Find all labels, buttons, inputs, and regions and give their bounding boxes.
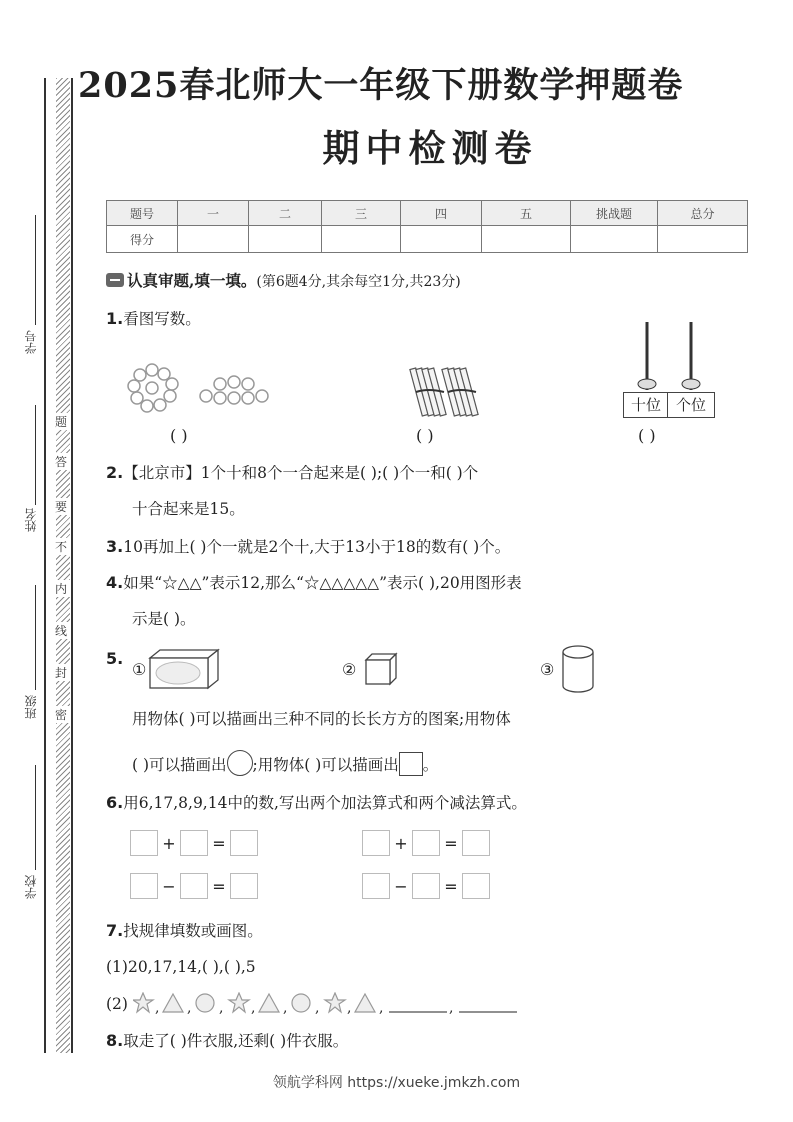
plus-sign: + — [394, 833, 408, 853]
subtraction-equation — [362, 873, 490, 899]
answer-box[interactable] — [180, 873, 208, 899]
answer-box[interactable] — [362, 830, 390, 856]
answer-blank[interactable]: ( ) — [638, 426, 656, 445]
svg-text:,: , — [154, 1000, 160, 1014]
question-1 — [106, 308, 201, 330]
triangle-icon — [355, 994, 375, 1012]
binding-line — [44, 78, 46, 1053]
score-header-cell: 挑战题 — [571, 201, 658, 226]
name-line — [35, 405, 36, 505]
question-text: 用6,17,8,9,14中的数,写出两个加法算式和两个减法算式。 — [123, 794, 527, 812]
score-cell[interactable] — [322, 226, 401, 253]
answer-box[interactable] — [462, 873, 490, 899]
question-6 — [106, 792, 527, 814]
object-label: ② — [342, 660, 357, 679]
circle-shape-icon — [227, 750, 253, 776]
minus-sign: − — [394, 876, 408, 896]
seal-char: 不 — [52, 538, 70, 555]
svg-text:,: , — [282, 1000, 288, 1014]
question-4-cont: 示是( )。 — [132, 610, 196, 628]
star-icon — [229, 993, 249, 1012]
answer-box[interactable] — [362, 873, 390, 899]
answer-box[interactable] — [412, 830, 440, 856]
seal-char: 内 — [52, 580, 70, 597]
binding-line — [71, 78, 73, 1053]
svg-text:,: , — [186, 1000, 192, 1014]
page-subtitle: 期中检测卷 — [322, 126, 538, 170]
circle-icon — [196, 994, 214, 1012]
equals-sign: = — [212, 833, 226, 853]
answer-blank[interactable]: ( ) — [416, 426, 434, 445]
circle-icon — [292, 994, 310, 1012]
question-7 — [106, 920, 263, 942]
cube-figure — [364, 652, 398, 686]
seal-char: 要 — [52, 498, 70, 515]
score-table — [106, 200, 748, 253]
name-label: 姓名 — [24, 508, 38, 532]
page-footer: 领航学科网 https://xueke.jmkzh.com — [272, 1075, 521, 1091]
student-no-label: 学号 — [24, 330, 38, 354]
shape-pattern-sequence — [133, 992, 533, 1014]
question-7-part2 — [106, 992, 533, 1015]
abacus-figure — [625, 320, 725, 390]
equals-sign: = — [444, 833, 458, 853]
score-header-cell: 四 — [401, 201, 482, 226]
question-2 — [106, 462, 478, 484]
seal-char: 密 — [52, 706, 70, 723]
question-8 — [106, 1030, 348, 1052]
question-number: 2. — [106, 463, 124, 482]
answer-box[interactable] — [230, 830, 258, 856]
equals-sign: = — [444, 876, 458, 896]
question-number: 8. — [106, 1031, 124, 1050]
question-7-part2-label: (2) — [106, 995, 128, 1013]
question-5-part-b: ;用物体( )可以描画出 — [252, 756, 399, 774]
question-number: 5. — [106, 649, 124, 668]
score-header-cell: 一 — [178, 201, 249, 226]
object-label: ③ — [540, 660, 555, 679]
subtraction-equation — [130, 873, 258, 899]
star-icon — [325, 993, 345, 1012]
score-header-cell: 五 — [482, 201, 571, 226]
score-header-cell: 三 — [322, 201, 401, 226]
score-table-header-row — [107, 201, 748, 226]
question-text: 取走了( )件衣服,还剩( )件衣服。 — [123, 1032, 349, 1050]
addition-equation — [130, 830, 258, 856]
question-number: 4. — [106, 573, 124, 592]
seal-char: 答 — [52, 453, 70, 470]
place-ones-label: 个位 — [667, 392, 715, 418]
section-note: (第6题4分,其余每空1分,共23分) — [256, 274, 461, 290]
svg-text:,: , — [250, 1000, 256, 1014]
question-5-text: 用物体( )可以描画出三种不同的长长方方的图案;用物体 — [132, 710, 511, 728]
score-row-label: 得分 — [107, 226, 178, 253]
svg-text:,: , — [218, 1000, 224, 1014]
question-number: 7. — [106, 921, 124, 940]
svg-text:,: , — [346, 1000, 352, 1014]
question-5-text-cont — [132, 750, 438, 776]
square-shape-icon — [399, 752, 423, 776]
triangle-icon — [163, 994, 183, 1012]
score-cell[interactable] — [571, 226, 658, 253]
class-line — [35, 585, 36, 690]
seal-char: 封 — [52, 664, 70, 681]
section-title: 认真审题,填一填。 — [127, 271, 257, 290]
question-number: 6. — [106, 793, 124, 812]
page-title: 2025春北师大一年级下册数学押题卷 — [78, 65, 684, 106]
score-cell[interactable] — [178, 226, 249, 253]
addition-equation — [362, 830, 490, 856]
question-text: 看图写数。 — [123, 310, 201, 328]
cylinder-figure — [560, 644, 596, 694]
question-5 — [106, 648, 123, 670]
seal-char: 题 — [52, 413, 70, 430]
minus-sign: − — [162, 876, 176, 896]
star-icon — [133, 993, 153, 1012]
bead-cluster-figure — [122, 360, 272, 420]
binding-hatch — [56, 78, 70, 1053]
question-4 — [106, 572, 522, 594]
score-cell[interactable] — [658, 226, 748, 253]
score-cell[interactable] — [401, 226, 482, 253]
question-2-cont: 十合起来是15。 — [132, 500, 245, 518]
score-cell[interactable] — [249, 226, 322, 253]
question-text: 【北京市】1个十和8个一合起来是( );( )个一和( )个 — [123, 464, 479, 482]
answer-box[interactable] — [462, 830, 490, 856]
equals-sign: = — [212, 876, 226, 896]
score-table-row — [107, 226, 748, 253]
answer-box[interactable] — [230, 873, 258, 899]
question-text: 10再加上( )个一就是2个十,大于13小于18的数有( )个。 — [123, 538, 511, 556]
answer-box[interactable] — [412, 873, 440, 899]
stick-bundles-figure — [408, 362, 488, 422]
object-label: ① — [132, 660, 147, 679]
student-no-line — [35, 215, 36, 325]
answer-box[interactable] — [130, 830, 158, 856]
cuboid-box-figure — [148, 648, 220, 690]
triangle-icon — [259, 994, 279, 1012]
question-text: 找规律填数或画图。 — [123, 922, 263, 940]
school-line — [35, 765, 36, 870]
question-7-part1: (1)20,17,14,( ),( ),5 — [106, 958, 256, 976]
svg-text:,: , — [448, 1000, 454, 1014]
plus-sign: + — [162, 833, 176, 853]
question-number: 1. — [106, 309, 124, 328]
question-text: 如果“☆△△”表示12,那么“☆△△△△△”表示( ),20用图形表 — [123, 574, 522, 592]
score-cell[interactable] — [482, 226, 571, 253]
question-5-part-c: 。 — [422, 756, 439, 774]
question-number: 3. — [106, 537, 124, 556]
answer-blank[interactable]: ( ) — [170, 426, 188, 445]
answer-box[interactable] — [180, 830, 208, 856]
section-header — [106, 270, 461, 293]
school-label: 学校 — [24, 875, 38, 899]
question-5-part-a: ( )可以描画出 — [132, 756, 227, 774]
score-header-cell: 题号 — [107, 201, 178, 226]
score-header-cell: 二 — [249, 201, 322, 226]
answer-box[interactable] — [130, 873, 158, 899]
section-number-badge — [106, 273, 124, 287]
place-tens-label: 十位 — [623, 392, 669, 418]
svg-text:,: , — [378, 1000, 384, 1014]
class-label: 班级 — [24, 695, 38, 719]
svg-text:,: , — [314, 1000, 320, 1014]
question-3 — [106, 536, 510, 558]
seal-char: 线 — [52, 622, 70, 639]
score-header-cell: 总分 — [658, 201, 748, 226]
